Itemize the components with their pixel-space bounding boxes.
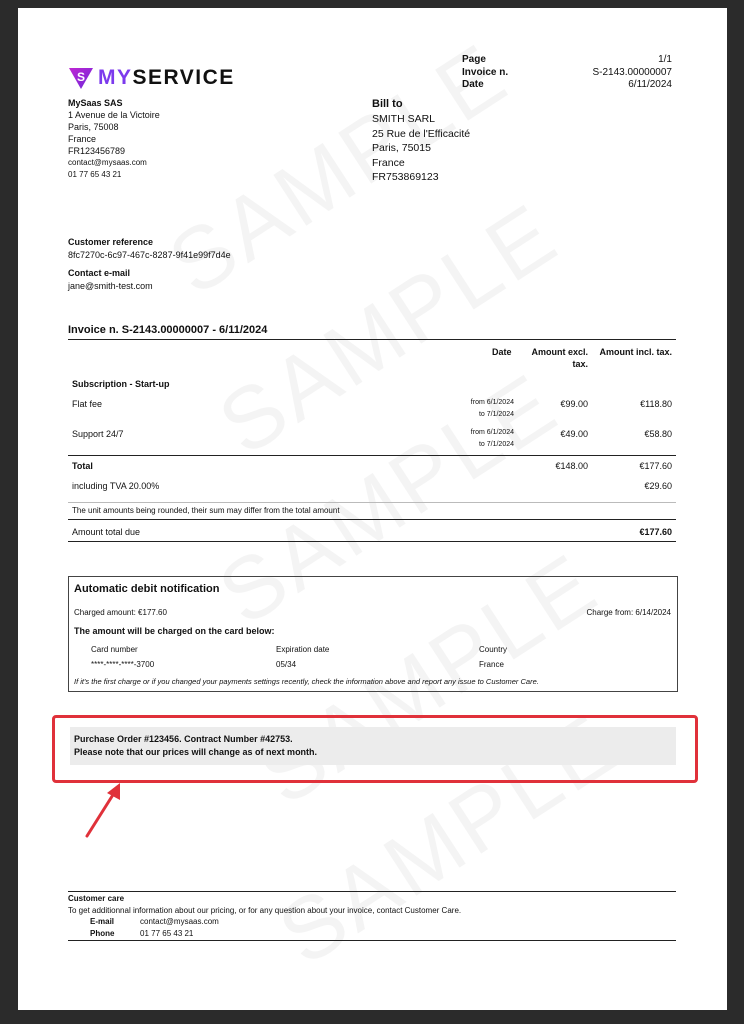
seller-email: contact@mysaas.com (68, 158, 147, 167)
divider (68, 455, 676, 456)
meta-date-label: Date (462, 79, 484, 90)
meta-page-value: 1/1 (658, 54, 672, 65)
line-item-excl: €99.00 (560, 399, 588, 409)
care-text: To get additionnal information about our pricing, or for any question about your invoice, contact Customer Care. (68, 906, 462, 915)
debit-title: Automatic debit notification (74, 583, 220, 595)
card-number-label: Card number (91, 645, 138, 654)
debit-charge-from: Charge from: 6/14/2024 (586, 608, 671, 617)
bill-to-address1: 25 Rue de l'Efficacité (372, 127, 471, 140)
country-value: France (479, 660, 504, 669)
seller-block (68, 97, 160, 181)
note-line2: Please note that our prices will change as of next month. (74, 747, 318, 757)
note-line1: Purchase Order #123456. Contract Number #42753. (74, 734, 293, 744)
total-label: Total (72, 461, 93, 471)
bill-to-address2: Paris, 75015 (372, 142, 431, 154)
logo-name-my: MY (98, 66, 133, 89)
divider (68, 541, 676, 542)
tva-label: including TVA 20.00% (72, 481, 160, 491)
highlight-frame (52, 715, 698, 783)
seller-address2: Paris, 75008 (68, 122, 119, 132)
care-email-label: E-mail (90, 917, 115, 926)
arrow-icon (78, 780, 128, 842)
bill-to-country: France (372, 156, 405, 169)
country-label: Country (479, 645, 508, 654)
care-phone-value: 01 77 65 43 21 (140, 929, 194, 938)
section-label: Subscription - Start-up (72, 379, 170, 389)
col-header-date: Date (492, 347, 512, 357)
meta-invoice-label: Invoice n. (462, 66, 509, 78)
contact-email-value: jane@smith-test.com (68, 281, 153, 291)
contact-email-label: Contact e-mail (68, 268, 131, 278)
invoice-page (18, 8, 727, 1010)
bill-to-name: SMITH SARL (372, 113, 436, 125)
line-item-period: from 6/1/2024 to 7/1/2024 (470, 429, 514, 448)
divider (68, 339, 676, 340)
customer-info (68, 236, 231, 293)
divider (68, 502, 676, 503)
logo-shield-icon (68, 66, 94, 90)
invoice-title: Invoice n. S-2143.00000007 - 6/11/2024 (68, 324, 268, 336)
line-item-label: Support 24/7 (72, 429, 124, 439)
meta-invoice-value: S-2143.00000007 (592, 66, 672, 78)
divider (68, 891, 676, 892)
care-email-value: contact@mysaas.com (140, 917, 219, 926)
debit-card-notice: The amount will be charged on the card below: (74, 626, 275, 636)
total-excl: €148.00 (555, 461, 588, 471)
seller-phone: 01 77 65 43 21 (68, 170, 122, 179)
customer-ref-value: 8fc7270c-6c97-467c-8287-9f41e99f7d4e (68, 250, 231, 260)
bill-to-heading: Bill to (372, 98, 403, 110)
svg-text:S: S (76, 70, 86, 84)
bill-to-vat: FR753869123 (372, 171, 439, 183)
company-logo (68, 66, 235, 90)
automatic-debit-box (68, 576, 678, 692)
amount-due-label: Amount total due (72, 527, 141, 537)
rounding-note: The unit amounts being rounded, their sum may differ from the total amount (72, 506, 340, 515)
line-item-excl: €49.00 (560, 429, 588, 439)
divider (68, 519, 676, 520)
debit-footer-note: If it's the first charge or if you changed your payments settings recently, check the information above and report any issue to Customer Care. (74, 677, 539, 686)
meta-date-value: 6/11/2024 (628, 79, 672, 90)
seller-address1: 1 Avenue de la Victoire (68, 110, 160, 120)
divider (68, 940, 676, 941)
line-item-incl: €58.80 (644, 429, 672, 439)
customer-ref-label: Customer reference (68, 237, 154, 247)
card-number-value: ****-****-****-3700 (91, 660, 155, 669)
invoice-meta (462, 54, 672, 92)
line-item-label: Flat fee (72, 399, 103, 409)
expiration-label: Expiration date (276, 645, 330, 654)
amount-due-value: €177.60 (639, 527, 672, 537)
debit-charged-amount: Charged amount: €177.60 (74, 608, 167, 617)
seller-country: France (68, 134, 97, 144)
expiration-value: 05/34 (276, 660, 297, 669)
logo-name-service: SERVICE (132, 66, 235, 89)
col-header-excl: Amount excl. tax. (531, 347, 588, 369)
total-incl: €177.60 (639, 461, 672, 471)
seller-vat: FR123456789 (68, 146, 126, 156)
care-phone-label: Phone (90, 929, 115, 938)
seller-name: MySaas SAS (68, 98, 123, 108)
col-header-incl: Amount incl. tax. (599, 347, 672, 357)
bill-to-block (372, 97, 470, 185)
meta-page-label: Page (462, 54, 486, 65)
line-item-incl: €118.80 (640, 399, 672, 409)
care-title: Customer care (68, 894, 125, 903)
line-item-period: from 6/1/2024 to 7/1/2024 (470, 399, 514, 418)
tva-value: €29.60 (644, 481, 672, 491)
